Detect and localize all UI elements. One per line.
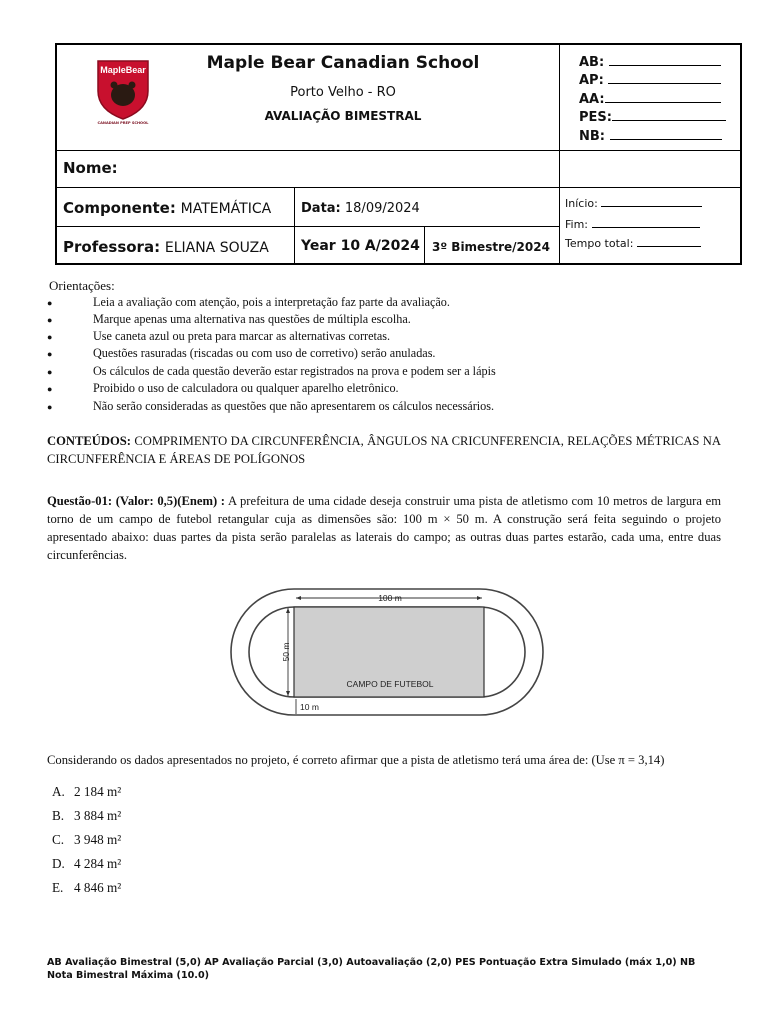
bullet-icon: ● — [47, 298, 53, 309]
orientation-text: Leia a avaliação com atenção, pois a interpretação faz parte da avaliação. — [93, 295, 450, 309]
orientation-text: Marque apenas uma alternativa nas questões de múltipla escolha. — [93, 312, 411, 326]
bullet-icon: ● — [47, 332, 53, 343]
date-value: 18/09/2024 — [344, 201, 420, 216]
question-paragraph — [47, 492, 721, 564]
orientation-text: Proibido o uso de calculadora ou qualquer aparelho eletrônico. — [93, 381, 399, 395]
bullet-icon: ● — [47, 384, 53, 395]
contents-paragraph — [47, 432, 721, 468]
grade-field-label: NB: — [579, 129, 605, 144]
grade-blank[interactable] — [609, 53, 721, 66]
orientation-item — [47, 312, 411, 327]
teacher-label: Professora: — [63, 238, 161, 256]
choice-value: 4 284 m² — [74, 856, 122, 871]
school-name: Maple Bear Canadian School — [206, 53, 480, 73]
grade-field-nb — [579, 127, 722, 144]
grade-field-label: AB: — [579, 55, 605, 70]
field-label: CAMPO DE FUTEBOL — [346, 679, 434, 689]
grade-field-label: AP: — [579, 73, 604, 88]
orientation-item — [47, 329, 390, 344]
track-figure — [228, 586, 546, 722]
row-divider — [57, 226, 559, 227]
component-label: Componente: — [63, 199, 176, 217]
header-table — [55, 43, 742, 265]
row-divider — [57, 187, 740, 188]
time-blank[interactable] — [592, 217, 700, 228]
bullet-icon: ● — [47, 349, 53, 360]
choice-letter: D. — [52, 856, 65, 871]
orientation-item — [47, 346, 435, 361]
component-value: MATEMÁTICA — [180, 201, 272, 217]
track-width-label: 10 m — [300, 702, 319, 712]
logo-tagline: CANADIAN PREP SCHOOL — [97, 121, 149, 125]
end-time-label: Fim: — [565, 218, 589, 231]
choice-c[interactable] — [52, 832, 121, 848]
class-cell: Year 10 A/2024 — [301, 238, 420, 254]
exam-title: AVALIAÇÃO BIMESTRAL — [264, 109, 422, 123]
row-divider — [57, 150, 740, 151]
column-divider — [424, 226, 425, 263]
orientation-item — [47, 364, 496, 379]
name-label: Nome: — [63, 159, 118, 177]
time-blank[interactable] — [637, 236, 701, 247]
choice-a[interactable] — [52, 784, 121, 800]
logo-text: MapleBear — [100, 65, 146, 75]
question-prompt: Considerando os dados apresentados no projeto, é correto afirmar que a pista de atletismo terá uma área de: (Use π = 3,14) — [47, 753, 665, 767]
start-time-field — [565, 196, 702, 210]
column-divider — [294, 187, 295, 263]
teacher-cell — [63, 238, 269, 256]
grade-blank[interactable] — [605, 90, 721, 103]
grade-field-pes — [579, 108, 726, 125]
orientations-heading: Orientações: — [49, 278, 115, 293]
choice-letter: A. — [52, 784, 65, 799]
grade-field-label: PES: — [579, 110, 612, 125]
choice-value: 3 884 m² — [74, 808, 122, 823]
start-time-label: Início: — [565, 197, 598, 210]
grade-blank[interactable] — [608, 71, 721, 84]
contents-label: CONTEÚDOS: — [47, 434, 131, 448]
grading-legend: AB Avaliação Bimestral (5,0) AP Avaliação Parcial (3,0) Autoavaliação (2,0) PES Pontuação Extra Simulado (máx 1,0) NB Nota Bimestral Máxima (10.0) — [47, 957, 696, 981]
grade-blank[interactable] — [610, 127, 722, 140]
choice-letter: B. — [52, 808, 65, 823]
orientation-text: Não serão consideradas as questões que não apresentarem os cálculos necessários. — [93, 399, 495, 413]
grade-field-ab — [579, 53, 721, 70]
time-blank[interactable] — [601, 196, 702, 207]
choice-value: 4 846 m² — [74, 880, 122, 895]
grade-field-ap — [579, 71, 721, 88]
side-dimension-label: 50 m — [281, 642, 291, 662]
teacher-value: ELIANA SOUZA — [164, 240, 269, 256]
orientation-text: Questões rasuradas (riscadas ou com uso de corretivo) serão anuladas. — [93, 346, 436, 360]
date-cell — [301, 201, 420, 216]
column-divider — [559, 45, 560, 263]
grade-field-label: AA: — [579, 92, 605, 107]
date-label: Data: — [301, 201, 341, 216]
contents-text: COMPRIMENTO DA CIRCUNFERÊNCIA, ÂNGULOS NA CRICUNFERENCIA, RELAÇÕES MÉTRICAS NA CIRCUNFERÊNCIA E ÁREAS DE POLÍGONOS — [47, 434, 721, 466]
top-dimension-label: 100 m — [378, 593, 402, 603]
orientation-item — [47, 399, 494, 414]
total-time-field — [565, 236, 701, 250]
bullet-icon: ● — [47, 315, 53, 326]
end-time-field — [565, 217, 700, 231]
choice-letter: C. — [52, 832, 65, 847]
choice-letter: E. — [52, 880, 64, 895]
name-field[interactable] — [63, 159, 118, 177]
choice-e[interactable] — [52, 880, 121, 896]
orientation-item — [47, 295, 450, 310]
bullet-icon: ● — [47, 367, 53, 378]
term-cell: 3º Bimestre/2024 — [432, 240, 550, 254]
orientation-item — [47, 381, 399, 396]
question-label: Questão-01: (Valor: 0,5)(Enem) : — [47, 494, 225, 508]
question-text: A prefeitura de uma cidade deseja construir uma pista de atletismo com 10 metros de largura em torno de um campo de futebol retangular cuja as dimensões são: 100 m × 50 m. A construção será feita seguindo o projeto apresentado abaixo: duas partes da pista serão paralelas as laterais do campo; as outras duas partes estarão, cada uma, entre duas circunferências. — [47, 494, 721, 562]
choice-value: 2 184 m² — [74, 784, 122, 799]
bullet-icon: ● — [47, 402, 53, 413]
orientation-text: Os cálculos de cada questão deverão estar registrados na prova e podem ser a lápis — [93, 364, 496, 378]
orientation-text: Use caneta azul ou preta para marcar as alternativas corretas. — [93, 329, 391, 343]
grade-field-aa — [579, 90, 721, 107]
choice-b[interactable] — [52, 808, 121, 824]
grade-blank[interactable] — [612, 108, 726, 121]
choice-value: 3 948 m² — [74, 832, 122, 847]
total-time-label: Tempo total: — [565, 237, 634, 250]
choice-d[interactable] — [52, 856, 121, 872]
school-city: Porto Velho - RO — [290, 85, 396, 100]
component-cell — [63, 199, 271, 217]
